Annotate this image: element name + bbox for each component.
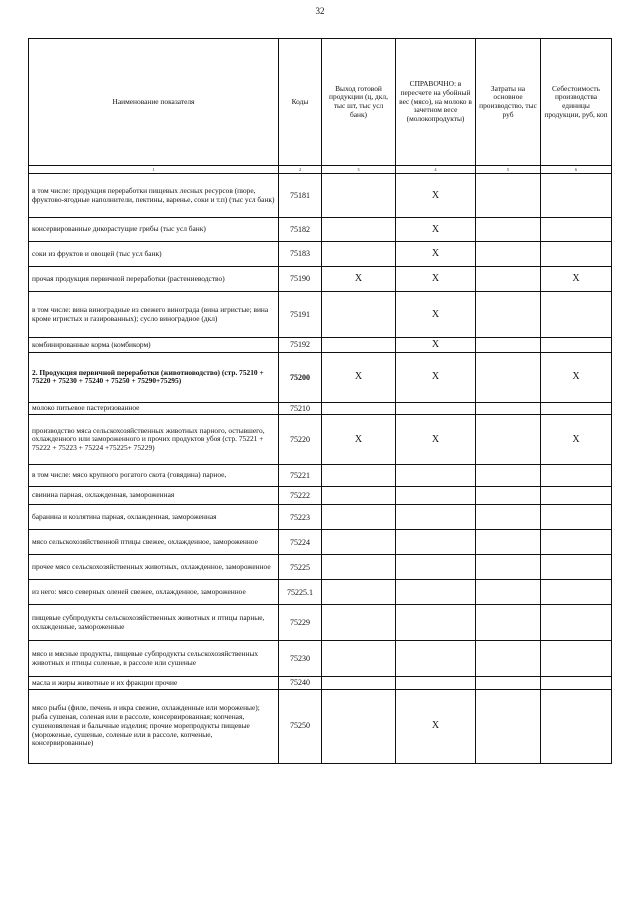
cell-unit-cost: X <box>541 415 612 465</box>
header-name: Наименование показателя <box>29 39 279 166</box>
row-name: пищевые субпродукты сельскохозяйственных животных и птицы парные, охлажденные, замороженные <box>29 605 279 641</box>
statistics-form-table <box>28 38 612 764</box>
header-unit-cost: Себестоимость производства единицы продукции, руб, коп <box>541 39 612 166</box>
row-code: 75181 <box>279 174 322 218</box>
table-row <box>29 292 612 338</box>
cell-costs <box>476 174 541 218</box>
cell-unit-cost <box>541 530 612 555</box>
cell-output <box>322 505 396 530</box>
cell-costs <box>476 218 541 242</box>
cell-unit-cost <box>541 487 612 505</box>
page-number: 32 <box>315 6 325 16</box>
row-name: в том числе: продукция переработки пищевых лесных ресурсов (пюре, фруктово-ягодные наполнители, пектины, варенье, соки и т.п) (тыс усл банк) <box>29 174 279 218</box>
cell-costs <box>476 505 541 530</box>
cell-reference <box>396 605 476 641</box>
row-name: баранина и козлятина парная, охлажденная, замороженная <box>29 505 279 530</box>
cell-unit-cost <box>541 505 612 530</box>
cell-output <box>322 689 396 763</box>
cell-costs <box>476 338 541 353</box>
cell-unit-cost <box>541 218 612 242</box>
cell-costs <box>476 465 541 487</box>
table-row <box>29 242 612 267</box>
row-code: 75240 <box>279 677 322 689</box>
cell-output <box>322 530 396 555</box>
cell-unit-cost <box>541 689 612 763</box>
table-row <box>29 218 612 242</box>
row-code: 75221 <box>279 465 322 487</box>
cell-reference: X <box>396 174 476 218</box>
cell-costs <box>476 689 541 763</box>
row-name: из него: мясо северных оленей свежее, охлажденное, замороженное <box>29 580 279 605</box>
column-number: 4 <box>396 166 476 174</box>
row-name: комбинированные корма (комбикорм) <box>29 338 279 353</box>
cell-costs <box>476 352 541 402</box>
row-name: консервированные дикорастущие грибы (тыс усл банк) <box>29 218 279 242</box>
cell-reference: X <box>396 338 476 353</box>
cell-output <box>322 465 396 487</box>
column-number-row <box>29 166 612 174</box>
column-number: 1 <box>29 166 279 174</box>
cell-reference <box>396 555 476 580</box>
row-code: 75190 <box>279 267 322 292</box>
cell-reference <box>396 487 476 505</box>
cell-output <box>322 580 396 605</box>
cell-output <box>322 605 396 641</box>
cell-unit-cost <box>541 338 612 353</box>
table-row <box>29 505 612 530</box>
row-code: 75225 <box>279 555 322 580</box>
row-code: 75223 <box>279 505 322 530</box>
cell-reference <box>396 402 476 414</box>
table-row <box>29 555 612 580</box>
cell-costs <box>476 267 541 292</box>
cell-output <box>322 292 396 338</box>
row-name: масла и жиры животные и их фракции прочие <box>29 677 279 689</box>
cell-unit-cost <box>541 677 612 689</box>
cell-unit-cost: X <box>541 352 612 402</box>
table-row <box>29 465 612 487</box>
cell-output <box>322 487 396 505</box>
cell-output <box>322 174 396 218</box>
cell-reference <box>396 677 476 689</box>
cell-unit-cost <box>541 580 612 605</box>
table-row <box>29 352 612 402</box>
row-code: 75229 <box>279 605 322 641</box>
table-row <box>29 689 612 763</box>
cell-costs <box>476 530 541 555</box>
cell-reference: X <box>396 352 476 402</box>
row-code: 75220 <box>279 415 322 465</box>
cell-reference: X <box>396 292 476 338</box>
cell-output: X <box>322 352 396 402</box>
row-name: соки из фруктов и овощей (тыс усл банк) <box>29 242 279 267</box>
row-name: прочая продукция первичной переработки (растениеводство) <box>29 267 279 292</box>
column-number: 6 <box>541 166 612 174</box>
header-output: Выход готовой продукции (ц, дкл, тыс шт, тыс усл банк) <box>322 39 396 166</box>
row-code: 75182 <box>279 218 322 242</box>
cell-reference <box>396 505 476 530</box>
cell-reference: X <box>396 267 476 292</box>
row-name: мясо и мясные продукты, пищевые субпродукты сельскохозяйственных животных и птицы соленые, в рассоле или сушеные <box>29 641 279 677</box>
cell-output <box>322 555 396 580</box>
row-code: 75210 <box>279 402 322 414</box>
row-name: свинина парная, охлажденная, замороженная <box>29 487 279 505</box>
header-costs: Затраты на основное производство, тыс руб <box>476 39 541 166</box>
cell-unit-cost <box>541 465 612 487</box>
row-code: 75191 <box>279 292 322 338</box>
row-name: прочее мясо сельскохозяйственных животных, охлажденное, замороженное <box>29 555 279 580</box>
column-number: 5 <box>476 166 541 174</box>
row-name: 2. Продукция первичной переработки (животноводство) (стр. 75210 + 75220 + 75230 + 75240 + 75250 + 75290+75295) <box>29 352 279 402</box>
table-row <box>29 174 612 218</box>
row-code: 75222 <box>279 487 322 505</box>
cell-unit-cost <box>541 174 612 218</box>
cell-costs <box>476 292 541 338</box>
cell-reference: X <box>396 218 476 242</box>
row-code: 75225.1 <box>279 580 322 605</box>
row-name: в том числе: вина виноградные из свежего винограда (вина игристые; вина кроме игристых и газированных); сусло виноградное (дкл) <box>29 292 279 338</box>
cell-output <box>322 677 396 689</box>
cell-costs <box>476 580 541 605</box>
cell-reference <box>396 530 476 555</box>
row-code: 75192 <box>279 338 322 353</box>
row-name: мясо сельскохозяйственной птицы свежее, охлажденное, замороженное <box>29 530 279 555</box>
row-code: 75224 <box>279 530 322 555</box>
cell-reference: X <box>396 242 476 267</box>
cell-costs <box>476 415 541 465</box>
table-row <box>29 530 612 555</box>
cell-output <box>322 402 396 414</box>
cell-output <box>322 641 396 677</box>
table-row <box>29 677 612 689</box>
cell-output: X <box>322 415 396 465</box>
cell-output <box>322 338 396 353</box>
row-name: мясо рыбы (филе, печень и икра свежие, охлажденные или мороженые); рыба сушеная, соленая или в рассоле, консервированная; копченая, сушеновяленая и балычные изделия; прочие морепродукты пищевые (мороженые, сушеные, соленые или в рассоле, копченые, консервированные) <box>29 689 279 763</box>
row-code: 75250 <box>279 689 322 763</box>
table-row <box>29 415 612 465</box>
row-name: в том числе: мясо крупного рогатого скота (говядина) парное, <box>29 465 279 487</box>
cell-costs <box>476 402 541 414</box>
cell-output <box>322 242 396 267</box>
cell-costs <box>476 242 541 267</box>
header-row <box>29 39 612 166</box>
row-code: 75200 <box>279 352 322 402</box>
cell-unit-cost <box>541 242 612 267</box>
cell-reference <box>396 465 476 487</box>
cell-costs <box>476 677 541 689</box>
cell-reference <box>396 641 476 677</box>
cell-output <box>322 218 396 242</box>
cell-output: X <box>322 267 396 292</box>
cell-unit-cost <box>541 555 612 580</box>
row-code: 75230 <box>279 641 322 677</box>
cell-reference: X <box>396 415 476 465</box>
column-number: 3 <box>322 166 396 174</box>
column-number: 2 <box>279 166 322 174</box>
cell-costs <box>476 605 541 641</box>
cell-costs <box>476 555 541 580</box>
cell-unit-cost <box>541 402 612 414</box>
header-reference: СПРАВОЧНО: в пересчете на убойный вес (мясо), на молоко в зачетном весе (молокопродукты) <box>396 39 476 166</box>
cell-unit-cost <box>541 292 612 338</box>
cell-unit-cost: X <box>541 267 612 292</box>
table-row <box>29 487 612 505</box>
cell-costs <box>476 487 541 505</box>
table-row <box>29 605 612 641</box>
table-row <box>29 580 612 605</box>
cell-costs <box>476 641 541 677</box>
cell-reference <box>396 580 476 605</box>
table-row <box>29 402 612 414</box>
header-code: Коды <box>279 39 322 166</box>
row-name: производство мяса сельскохозяйственных животных парного, остывшего, охлажденного или замороженного и прочих продуктов убоя (стр. 75221 + 75222 + 75223 + 75224 +75225+ 75229) <box>29 415 279 465</box>
row-name: молоко питьевое пастеризованное <box>29 402 279 414</box>
table-row <box>29 641 612 677</box>
cell-reference: X <box>396 689 476 763</box>
table-row <box>29 338 612 353</box>
cell-unit-cost <box>541 605 612 641</box>
row-code: 75183 <box>279 242 322 267</box>
table-row <box>29 267 612 292</box>
cell-unit-cost <box>541 641 612 677</box>
